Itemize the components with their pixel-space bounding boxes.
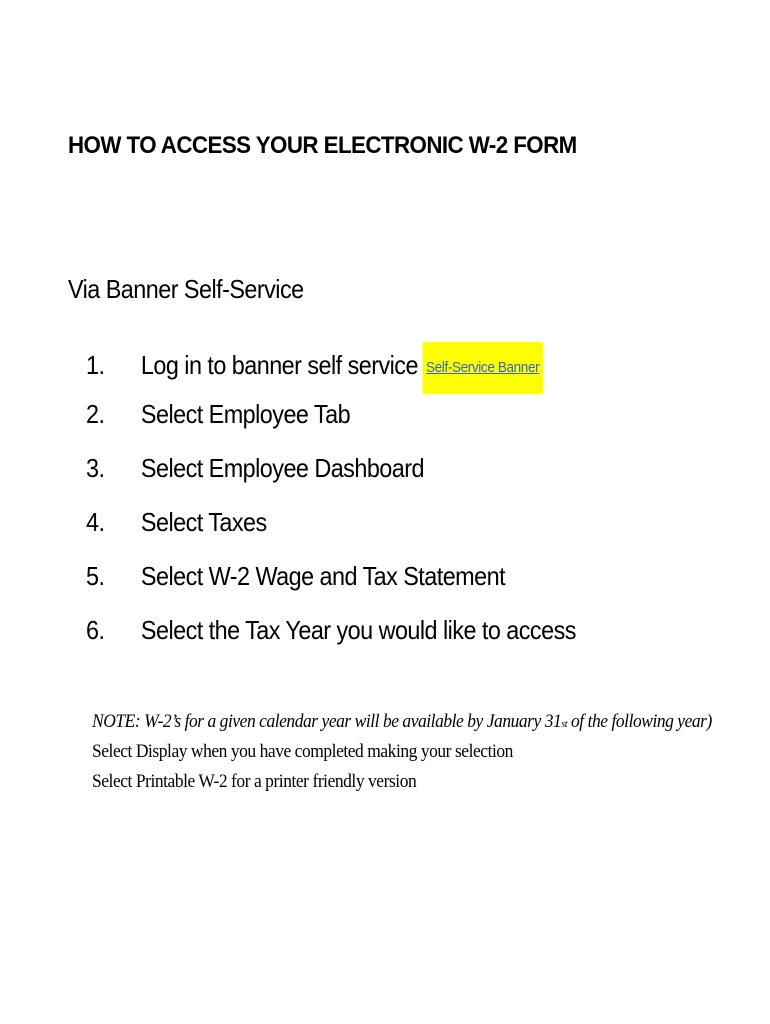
step-text: Select Taxes	[140, 507, 267, 537]
step-number: 1.	[86, 350, 105, 380]
note-line-display: Select Display when you have completed making your selection	[92, 741, 513, 762]
self-service-banner-link[interactable]: Self-Service Banner	[422, 342, 542, 394]
step-number: 3.	[86, 453, 105, 483]
section-subtitle: Via Banner Self-Service	[68, 274, 304, 304]
note-line-printable: Select Printable W-2 for a printer friendly version	[92, 771, 417, 792]
list-item	[86, 342, 576, 396]
note-block	[92, 708, 712, 798]
note-ordinal-suffix: st	[561, 718, 568, 730]
step-number: 4.	[86, 507, 105, 537]
page-title: HOW TO ACCESS YOUR ELECTRONIC W-2 FORM	[68, 132, 577, 159]
list-item	[86, 450, 576, 504]
list-item	[86, 558, 576, 612]
step-number: 2.	[86, 399, 105, 429]
list-item	[86, 612, 576, 666]
list-item	[86, 396, 576, 450]
step-number: 6.	[86, 615, 105, 645]
step-text: Select the Tax Year you would like to access	[140, 615, 576, 645]
steps-list	[86, 342, 576, 666]
list-item	[86, 504, 576, 558]
step-text: Select W-2 Wage and Tax Statement	[140, 561, 506, 591]
step-number: 5.	[86, 561, 105, 591]
note-text: NOTE: W-2’s for a given calendar year will be available by January 31	[92, 711, 562, 732]
step-text: Log in to banner self service	[140, 350, 418, 380]
note-text: of the following year)	[567, 711, 712, 732]
step-text: Select Employee Tab	[140, 399, 351, 429]
step-text: Select Employee Dashboard	[140, 453, 424, 483]
note-line-availability	[92, 708, 712, 738]
